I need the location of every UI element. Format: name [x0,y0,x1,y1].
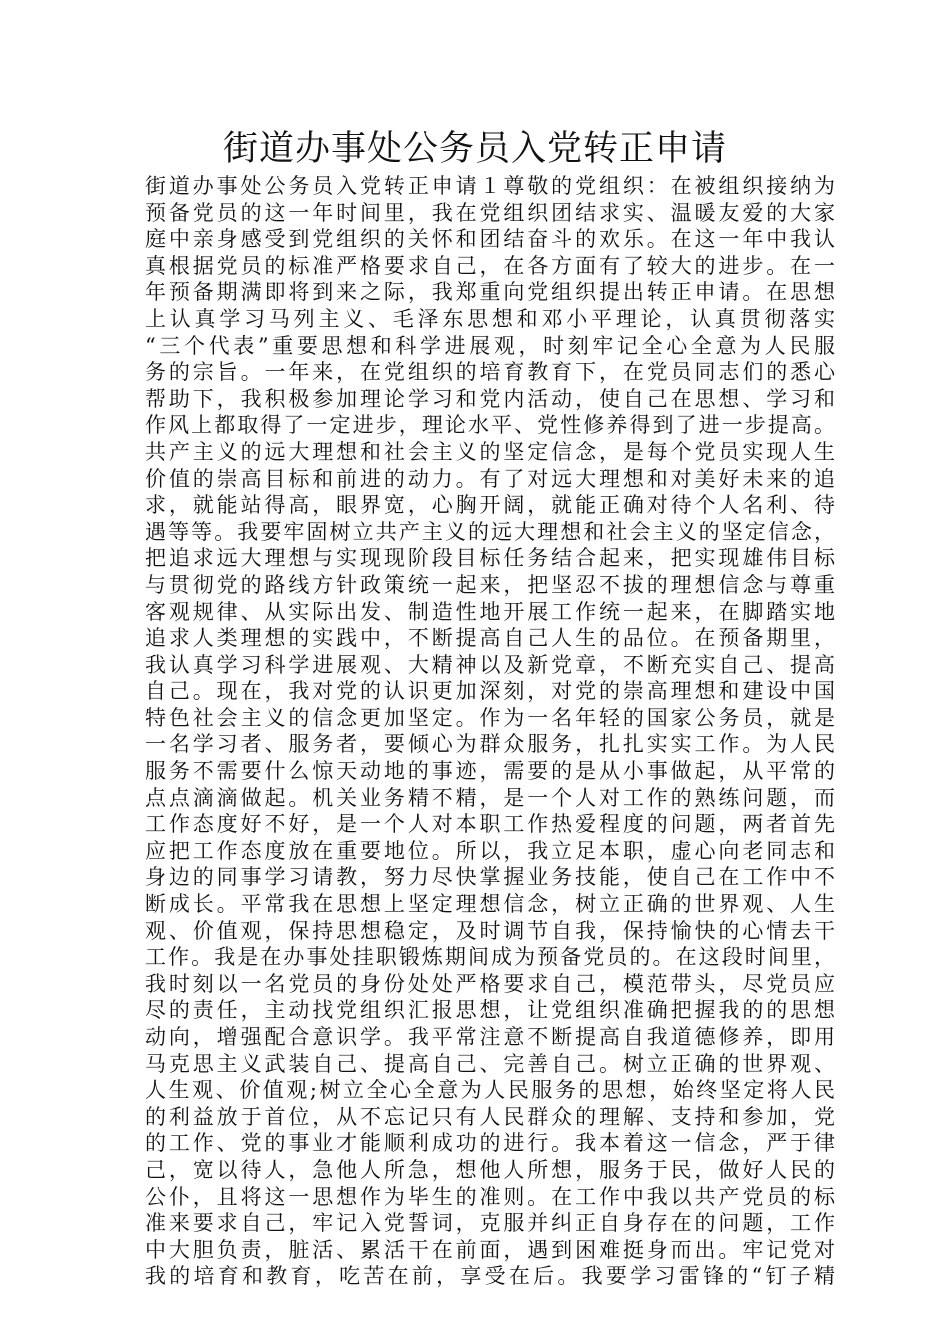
body-line: 公仆，且将这一思想作为毕生的准则。在工作中我以共产党员的标 [145,1184,835,1209]
body-line: 我时刻以一名党员的身份处处严格要求自己，模范带头，尽党员应 [145,971,835,996]
body-line: 追求人类理想的实践中，不断提高自己人生的品位。在预备期里， [145,626,835,651]
body-line: 尽的责任，主动找党组织汇报思想，让党组织准确把握我的的思想 [145,998,835,1023]
body-line: 作风上都取得了一定进步，理论水平、党性修养得到了进一步提高。 [145,413,835,438]
body-line: 身边的同事学习请教，努力尽快掌握业务技能，使自己在工作中不 [145,865,835,890]
body-line: 观、价值观，保持思想稳定，及时调节自我，保持愉快的心情去干 [145,918,835,943]
body-line: 年预备期满即将到来之际，我郑重向党组织提出转正申请。在思想 [145,280,835,305]
body-line: 断成长。平常我在思想上坚定理想信念，树立正确的世界观、人生 [145,892,835,917]
body-line: 上认真学习马列主义、毛泽东思想和邓小平理论，认真贯彻落实 [145,306,835,331]
body-line: 求，就能站得高，眼界宽，心胸开阔，就能正确对待个人名利、待 [145,493,835,518]
body-line: 一名学习者、服务者，要倾心为群众服务，扎扎实实工作。为人民 [145,732,835,757]
body-line: 中大胆负责，脏活、累活干在前面，遇到困难挺身而出。牢记党对 [145,1237,835,1262]
body-line: 的工作、党的事业才能顺利成功的进行。我本着这一信念，严于律 [145,1131,835,1156]
body-line: 我的培育和教育，吃苦在前，享受在后。我要学习雷锋的“钉子精 [145,1264,835,1289]
body-line: 务的宗旨。一年来，在党组织的培育教育下，在党员同志们的悉心 [145,360,835,385]
body-line: 特色社会主义的信念更加坚定。作为一名年轻的国家公务员，就是 [145,705,835,730]
body-line: 点点滴滴做起。机关业务精不精，是一个人对工作的熟练问题，而 [145,785,835,810]
body-line: 的利益放于首位，从不忘记只有人民群众的理解、支持和参加，党 [145,1104,835,1129]
body-line: 己，宽以待人，急他人所急，想他人所想，服务于民，做好人民的 [145,1157,835,1182]
body-line: 把追求远大理想与实现现阶段目标任务结合起来，把实现雄伟目标 [145,546,835,571]
body-line: 价值的崇高目标和前进的动力。有了对远大理想和对美好未来的追 [145,466,835,491]
body-line: “三个代表”重要思想和科学进展观，时刻牢记全心全意为人民服 [145,333,835,358]
body-line: 客观规律、从实际出发、制造性地开展工作统一起来，在脚踏实地 [145,599,835,624]
body-line: 工作态度好不好，是一个人对本职工作热爱程度的问题，两者首先 [145,812,835,837]
body-line: 庭中亲身感受到党组织的关怀和团结奋斗的欢乐。在这一年中我认 [145,227,835,252]
body-line: 马克思主义武装自己、提高自己、完善自己。树立正确的世界观、 [145,1051,835,1076]
body-line: 与贯彻党的路线方针政策统一起来，把坚忍不拔的理想信念与尊重 [145,572,835,597]
body-line: 我认真学习科学进展观、大精神以及新党章，不断充实自己、提高 [145,652,835,677]
document-body [145,173,835,1290]
body-line: 工作。我是在办事处挂职锻炼期间成为预备党员的。在这段时间里， [145,945,835,970]
body-line: 人生观、价值观;树立全心全意为人民服务的思想，始终坚定将人民 [145,1078,835,1103]
body-line: 应把工作态度放在重要地位。所以，我立足本职，虚心向老同志和 [145,838,835,863]
body-line: 准来要求自己，牢记入党誓词，克服并纠正自身存在的问题，工作 [145,1211,835,1236]
body-line: 共产主义的远大理想和社会主义的坚定信念，是每个党员实现人生 [145,439,835,464]
body-line: 真根据党员的标准严格要求自己，在各方面有了较大的进步。在一 [145,253,835,278]
body-line: 帮助下，我积极参加理论学习和党内活动，使自己在思想、学习和 [145,386,835,411]
document-title: 街道办事处公务员入党转正申请 [222,129,727,169]
body-line: 服务不需要什么惊天动地的事迹，需要的是从小事做起，从平常的 [145,759,835,784]
body-line: 街道办事处公务员入党转正申请１尊敬的党组织：在被组织接纳为 [145,174,835,198]
body-line: 预备党员的这一年时间里，我在党组织团结求实、温暖友爱的大家 [145,200,835,225]
body-line: 自己。现在，我对党的认识更加深刻，对党的崇高理想和建设中国 [145,679,835,704]
body-line: 动向，增强配合意识学。我平常注意不断提高自我道德修养，即用 [145,1025,835,1049]
body-line: 遇等等。我要牢固树立共产主义的远大理想和社会主义的坚定信念， [145,519,835,544]
